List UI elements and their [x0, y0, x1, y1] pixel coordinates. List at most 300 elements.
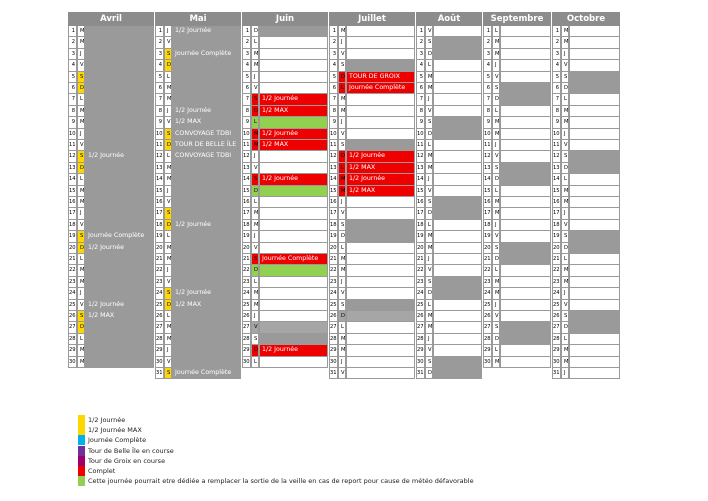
weekday-letter: V	[561, 60, 569, 71]
weekday-letter: M	[492, 197, 500, 208]
day-event-cell[interactable]	[172, 311, 241, 322]
day-event-cell[interactable]	[259, 197, 328, 208]
day-event-cell[interactable]	[433, 140, 482, 151]
day-event-cell[interactable]	[85, 140, 154, 151]
day-event-cell[interactable]	[259, 186, 328, 197]
day-event-cell[interactable]	[85, 288, 154, 299]
day-event-cell[interactable]	[85, 197, 154, 208]
day-event-cell[interactable]	[500, 220, 551, 231]
day-event-cell[interactable]	[346, 243, 415, 254]
day-event-cell[interactable]	[500, 197, 551, 208]
day-event-cell[interactable]	[85, 186, 154, 197]
day-event-cell[interactable]: 1/2 Journée	[259, 129, 328, 140]
day-event-cell[interactable]	[569, 151, 620, 162]
day-event-cell[interactable]	[433, 243, 482, 254]
day-number: 21	[552, 254, 561, 265]
day-number: 17	[329, 208, 338, 219]
day-event-cell[interactable]: TOUR DE GROIX	[346, 72, 415, 83]
day-event-cell[interactable]	[172, 357, 241, 368]
weekday-letter: M	[561, 26, 569, 37]
day-number: 1	[155, 26, 164, 37]
day-event-cell[interactable]	[569, 72, 620, 83]
day-event-cell[interactable]	[569, 49, 620, 60]
weekday-letter: L	[492, 106, 500, 117]
weekday-letter: D	[561, 163, 569, 174]
day-event-cell[interactable]	[569, 322, 620, 333]
weekday-letter: D	[492, 174, 500, 185]
day-number: 16	[483, 197, 492, 208]
legend-swatch	[78, 435, 85, 445]
day-event-cell[interactable]: 1/2 Journée	[85, 243, 154, 254]
day-event-cell[interactable]	[433, 368, 482, 379]
day-event-cell[interactable]	[433, 208, 482, 219]
day-number: 12	[483, 151, 492, 162]
day-event-cell[interactable]	[259, 163, 328, 174]
day-event-cell[interactable]	[433, 254, 482, 265]
day-event-cell[interactable]	[433, 288, 482, 299]
day-event-cell[interactable]	[500, 277, 551, 288]
day-event-cell[interactable]	[172, 277, 241, 288]
day-event-cell[interactable]	[433, 94, 482, 105]
day-event-cell[interactable]	[569, 357, 620, 368]
day-event-cell[interactable]	[346, 334, 415, 345]
day-event-cell[interactable]	[346, 26, 415, 37]
day-event-cell[interactable]	[433, 26, 482, 37]
day-event-cell[interactable]: 1/2 Journée	[172, 220, 241, 231]
day-event-cell[interactable]	[259, 49, 328, 60]
day-event-cell[interactable]	[85, 49, 154, 60]
day-event-cell[interactable]	[433, 163, 482, 174]
day-event-cell[interactable]	[346, 368, 415, 379]
day-number: 4	[68, 60, 77, 71]
day-event-cell[interactable]	[85, 357, 154, 368]
day-event-cell[interactable]	[500, 83, 551, 94]
weekday-letter: D	[251, 106, 259, 117]
weekday-letter: J	[492, 60, 500, 71]
weekday-letter: D	[77, 163, 85, 174]
day-number: 16	[68, 197, 77, 208]
day-event-cell[interactable]	[569, 140, 620, 151]
day-number: 29	[329, 345, 338, 356]
day-event-cell[interactable]	[85, 106, 154, 117]
day-event-cell[interactable]	[500, 26, 551, 37]
day-event-cell[interactable]: 1/2 MAX	[85, 311, 154, 322]
day-event-cell[interactable]	[433, 277, 482, 288]
day-event-cell[interactable]	[500, 243, 551, 254]
day-event-cell[interactable]	[346, 311, 415, 322]
day-event-cell[interactable]: 1/2 MAX	[346, 163, 415, 174]
day-number: 17	[242, 208, 251, 219]
day-event-cell[interactable]	[346, 300, 415, 311]
day-event-cell[interactable]	[259, 357, 328, 368]
day-number: 11	[552, 140, 561, 151]
day-event-cell[interactable]	[85, 117, 154, 128]
day-event-cell[interactable]	[346, 129, 415, 140]
day-event-cell[interactable]	[346, 37, 415, 48]
day-event-cell[interactable]	[569, 186, 620, 197]
day-event-cell[interactable]	[346, 106, 415, 117]
day-event-cell[interactable]	[433, 197, 482, 208]
day-number: 8	[242, 106, 251, 117]
day-event-cell[interactable]	[85, 72, 154, 83]
day-event-cell[interactable]	[433, 220, 482, 231]
day-number: 8	[329, 106, 338, 117]
day-number: 24	[242, 288, 251, 299]
day-event-cell[interactable]	[569, 334, 620, 345]
day-event-cell[interactable]	[346, 94, 415, 105]
day-event-cell[interactable]	[500, 322, 551, 333]
day-event-cell[interactable]	[259, 334, 328, 345]
day-number: 10	[329, 129, 338, 140]
weekday-letter: S	[164, 208, 172, 219]
day-event-cell[interactable]	[172, 334, 241, 345]
day-event-cell[interactable]	[85, 174, 154, 185]
day-event-cell[interactable]	[346, 49, 415, 60]
weekday-letter: S	[338, 140, 346, 151]
weekday-letter: V	[251, 322, 259, 333]
day-event-cell[interactable]	[85, 26, 154, 37]
weekday-letter: L	[77, 334, 85, 345]
day-number: 14	[242, 174, 251, 185]
day-event-cell[interactable]	[500, 300, 551, 311]
weekday-letter: J	[164, 265, 172, 276]
day-event-cell[interactable]: 1/2 MAX	[259, 106, 328, 117]
day-event-cell[interactable]: CONVOYAGE TDBI	[172, 151, 241, 162]
day-event-cell[interactable]: 1/2 Journée	[85, 300, 154, 311]
day-event-cell[interactable]	[500, 334, 551, 345]
day-event-cell[interactable]	[500, 163, 551, 174]
day-event-cell[interactable]: 1/2 Journée	[259, 94, 328, 105]
weekday-letter: V	[561, 300, 569, 311]
day-event-cell[interactable]	[346, 322, 415, 333]
day-event-cell[interactable]	[259, 26, 328, 37]
day-event-cell[interactable]	[500, 117, 551, 128]
weekday-letter: V	[425, 265, 433, 276]
day-event-cell[interactable]	[500, 37, 551, 48]
day-event-cell[interactable]	[346, 254, 415, 265]
weekday-letter: D	[338, 151, 346, 162]
day-event-cell[interactable]	[85, 94, 154, 105]
day-event-cell[interactable]	[569, 26, 620, 37]
day-event-cell[interactable]	[85, 129, 154, 140]
day-event-cell[interactable]	[85, 163, 154, 174]
weekday-letter: L	[561, 254, 569, 265]
day-event-cell[interactable]	[569, 94, 620, 105]
day-event-cell[interactable]	[259, 72, 328, 83]
day-event-cell[interactable]	[500, 49, 551, 60]
day-event-cell[interactable]	[85, 265, 154, 276]
weekday-letter: L	[251, 277, 259, 288]
day-event-cell[interactable]	[569, 345, 620, 356]
day-event-cell[interactable]	[172, 231, 241, 242]
day-event-cell[interactable]	[346, 140, 415, 151]
day-number: 5	[416, 72, 425, 83]
day-event-cell[interactable]	[85, 208, 154, 219]
day-event-cell[interactable]	[433, 357, 482, 368]
day-event-cell[interactable]	[500, 151, 551, 162]
day-number: 7	[329, 94, 338, 105]
day-event-cell[interactable]	[259, 277, 328, 288]
day-event-cell[interactable]	[172, 60, 241, 71]
day-event-cell[interactable]	[569, 37, 620, 48]
day-event-cell[interactable]: CONVOYAGE TDBI	[172, 129, 241, 140]
day-event-cell[interactable]	[259, 83, 328, 94]
month-header-0: Avril	[68, 12, 154, 26]
day-event-cell[interactable]	[500, 311, 551, 322]
weekday-letter: M	[164, 334, 172, 345]
day-event-cell[interactable]	[259, 243, 328, 254]
day-event-cell[interactable]	[346, 197, 415, 208]
day-number: 10	[483, 129, 492, 140]
day-event-cell[interactable]	[259, 220, 328, 231]
day-event-cell[interactable]	[85, 345, 154, 356]
day-number: 31	[552, 368, 561, 379]
day-event-cell[interactable]: Journée Complète	[259, 254, 328, 265]
day-event-cell[interactable]	[500, 254, 551, 265]
day-event-cell[interactable]	[172, 345, 241, 356]
day-number: 22	[329, 265, 338, 276]
day-number: 3	[552, 49, 561, 60]
day-event-cell[interactable]	[433, 60, 482, 71]
day-event-cell[interactable]: 1/2 Journée	[172, 26, 241, 37]
day-event-cell[interactable]	[569, 265, 620, 276]
day-number: 5	[155, 72, 164, 83]
day-event-cell[interactable]	[500, 357, 551, 368]
day-event-cell[interactable]	[500, 106, 551, 117]
day-event-cell[interactable]: 1/2 Journée	[346, 151, 415, 162]
day-event-cell[interactable]	[569, 106, 620, 117]
day-number: 9	[483, 117, 492, 128]
weekday-letter: J	[164, 26, 172, 37]
day-event-cell[interactable]	[500, 186, 551, 197]
legend-label: 1/2 Journée MAX	[88, 426, 142, 435]
day-event-cell[interactable]	[433, 117, 482, 128]
day-event-cell[interactable]: 1/2 Journée	[259, 345, 328, 356]
day-event-cell[interactable]	[433, 72, 482, 83]
day-event-cell[interactable]	[500, 60, 551, 71]
day-event-cell[interactable]	[85, 60, 154, 71]
day-event-cell[interactable]: 1/2 MAX	[259, 140, 328, 151]
day-event-cell[interactable]	[259, 322, 328, 333]
weekday-letter: J	[425, 174, 433, 185]
day-event-cell[interactable]: 1/2 Journée	[172, 106, 241, 117]
day-event-cell[interactable]: 1/2 Journée	[85, 151, 154, 162]
day-event-cell[interactable]	[500, 140, 551, 151]
weekday-letter: S	[561, 151, 569, 162]
day-event-cell[interactable]: Journée Complète	[172, 368, 241, 379]
day-event-cell[interactable]	[500, 231, 551, 242]
day-number: 27	[329, 322, 338, 333]
day-number: 26	[416, 311, 425, 322]
day-event-cell[interactable]	[172, 83, 241, 94]
day-number: 23	[416, 277, 425, 288]
day-event-cell[interactable]: 1/2 MAX	[172, 117, 241, 128]
day-event-cell[interactable]	[172, 265, 241, 276]
weekday-letter: M	[492, 357, 500, 368]
weekday-letter: D	[561, 83, 569, 94]
day-event-cell[interactable]	[172, 243, 241, 254]
day-event-cell[interactable]	[259, 60, 328, 71]
day-event-cell[interactable]	[259, 311, 328, 322]
day-event-cell[interactable]	[569, 243, 620, 254]
day-event-cell[interactable]	[433, 186, 482, 197]
day-event-cell[interactable]	[569, 300, 620, 311]
day-event-cell[interactable]	[569, 197, 620, 208]
day-event-cell[interactable]	[433, 174, 482, 185]
day-event-cell[interactable]	[569, 60, 620, 71]
day-event-cell[interactable]	[259, 265, 328, 276]
day-event-cell[interactable]	[172, 208, 241, 219]
day-event-cell[interactable]	[433, 231, 482, 242]
day-event-cell[interactable]	[433, 345, 482, 356]
day-event-cell[interactable]	[346, 231, 415, 242]
day-event-cell[interactable]	[85, 334, 154, 345]
day-event-cell[interactable]	[172, 186, 241, 197]
day-event-cell[interactable]	[346, 288, 415, 299]
legend-swatch	[78, 415, 85, 425]
day-event-cell[interactable]	[172, 37, 241, 48]
day-event-cell[interactable]	[500, 288, 551, 299]
day-number: 2	[416, 37, 425, 48]
day-event-cell[interactable]	[569, 277, 620, 288]
day-event-cell[interactable]	[346, 208, 415, 219]
weekday-letter: S	[561, 231, 569, 242]
weekday-letter: L	[561, 174, 569, 185]
day-event-cell[interactable]	[500, 265, 551, 276]
day-event-cell[interactable]	[172, 174, 241, 185]
day-event-cell[interactable]	[500, 174, 551, 185]
day-event-cell[interactable]	[500, 208, 551, 219]
day-event-cell[interactable]	[259, 117, 328, 128]
day-event-cell[interactable]	[85, 37, 154, 48]
day-event-cell[interactable]	[500, 129, 551, 140]
day-event-cell[interactable]	[172, 72, 241, 83]
day-event-cell[interactable]	[433, 83, 482, 94]
day-event-cell[interactable]	[433, 106, 482, 117]
day-event-cell[interactable]	[500, 345, 551, 356]
day-event-cell[interactable]	[569, 163, 620, 174]
day-event-cell[interactable]	[500, 72, 551, 83]
weekday-letter: M	[77, 106, 85, 117]
day-event-cell[interactable]	[569, 208, 620, 219]
day-event-cell[interactable]	[433, 334, 482, 345]
day-event-cell[interactable]	[259, 300, 328, 311]
day-number: 18	[155, 220, 164, 231]
weekday-letter: V	[425, 106, 433, 117]
day-event-cell[interactable]	[500, 94, 551, 105]
day-number: 22	[242, 265, 251, 276]
day-event-cell[interactable]: 1/2 MAX	[346, 186, 415, 197]
day-event-cell[interactable]	[172, 254, 241, 265]
day-event-cell[interactable]	[259, 288, 328, 299]
day-number: 28	[155, 334, 164, 345]
day-event-cell[interactable]	[346, 60, 415, 71]
legend-label: 1/2 Journée	[88, 416, 126, 424]
day-event-cell[interactable]	[569, 220, 620, 231]
day-number: 27	[155, 322, 164, 333]
day-event-cell[interactable]	[259, 37, 328, 48]
weekday-letter: L	[251, 117, 259, 128]
day-event-cell[interactable]	[433, 300, 482, 311]
day-event-cell[interactable]	[569, 117, 620, 128]
day-event-cell[interactable]	[569, 288, 620, 299]
day-event-cell[interactable]	[569, 368, 620, 379]
day-number: 15	[68, 186, 77, 197]
weekday-letter: L	[561, 94, 569, 105]
day-number: 29	[552, 345, 561, 356]
day-number: 18	[416, 220, 425, 231]
day-event-cell[interactable]	[85, 277, 154, 288]
weekday-letter: J	[561, 368, 569, 379]
day-event-cell[interactable]	[172, 322, 241, 333]
day-event-cell[interactable]	[569, 254, 620, 265]
day-event-cell[interactable]	[433, 37, 482, 48]
day-event-cell[interactable]	[433, 311, 482, 322]
day-number: 12	[416, 151, 425, 162]
month-header-3: Juillet	[329, 12, 415, 26]
day-event-cell[interactable]: 1/2 MAX	[172, 300, 241, 311]
day-event-cell[interactable]: TOUR DE BELLE ÎLE	[172, 140, 241, 151]
day-event-cell[interactable]	[85, 254, 154, 265]
day-number: 19	[483, 231, 492, 242]
day-event-cell[interactable]	[259, 231, 328, 242]
day-event-cell[interactable]: 1/2 Journée	[259, 174, 328, 185]
day-event-cell[interactable]	[346, 357, 415, 368]
day-event-cell[interactable]	[433, 322, 482, 333]
day-event-cell[interactable]	[569, 311, 620, 322]
day-event-cell[interactable]	[346, 265, 415, 276]
day-event-cell[interactable]: Journée Complète	[85, 231, 154, 242]
day-event-cell[interactable]	[259, 151, 328, 162]
day-event-cell[interactable]: 1/2 Journée	[172, 288, 241, 299]
day-event-cell[interactable]	[433, 49, 482, 60]
day-event-cell[interactable]	[85, 83, 154, 94]
weekday-letter: V	[164, 117, 172, 128]
day-event-cell[interactable]	[346, 117, 415, 128]
weekday-letter: L	[425, 140, 433, 151]
day-event-cell[interactable]	[433, 129, 482, 140]
legend-swatch	[78, 446, 85, 456]
day-event-cell[interactable]	[346, 220, 415, 231]
day-event-cell[interactable]: Journée Complète	[172, 49, 241, 60]
day-number: 28	[242, 334, 251, 345]
day-number: 17	[483, 208, 492, 219]
day-event-cell[interactable]: 1/2 Journée	[346, 174, 415, 185]
day-event-cell[interactable]	[259, 208, 328, 219]
day-event-cell[interactable]	[85, 220, 154, 231]
day-event-cell[interactable]	[569, 83, 620, 94]
day-number: 17	[155, 208, 164, 219]
day-event-cell[interactable]	[569, 231, 620, 242]
day-event-cell[interactable]	[172, 163, 241, 174]
day-event-cell[interactable]	[433, 265, 482, 276]
day-event-cell[interactable]	[433, 151, 482, 162]
weekday-letter: M	[77, 357, 85, 368]
day-number: 15	[483, 186, 492, 197]
day-event-cell[interactable]	[172, 197, 241, 208]
day-event-cell[interactable]	[569, 129, 620, 140]
day-number: 11	[242, 140, 251, 151]
day-event-cell[interactable]	[569, 174, 620, 185]
day-number: 23	[68, 277, 77, 288]
day-event-cell[interactable]	[346, 345, 415, 356]
day-event-cell[interactable]	[346, 277, 415, 288]
day-number: 6	[483, 83, 492, 94]
day-event-cell[interactable]	[85, 322, 154, 333]
weekday-letter: J	[164, 106, 172, 117]
day-event-cell[interactable]	[172, 94, 241, 105]
day-event-cell[interactable]: Journée Complète	[346, 83, 415, 94]
